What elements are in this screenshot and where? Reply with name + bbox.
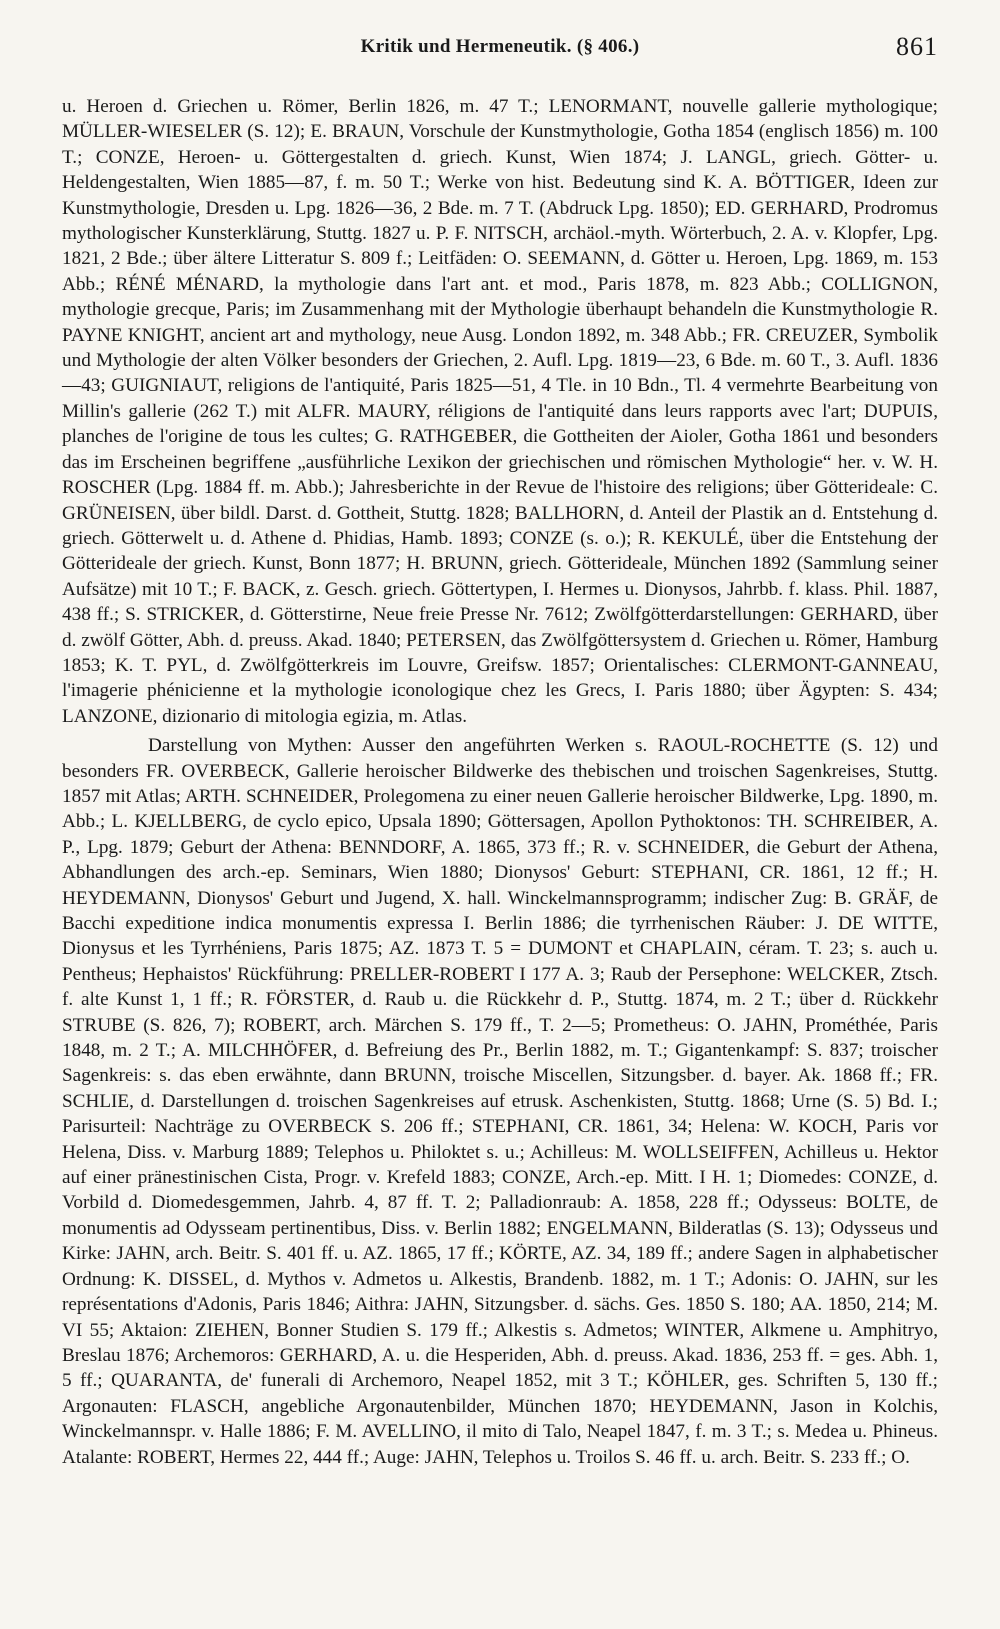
paragraph-darstellung-von-mythen: Darstellung von Mythen: Ausser den angeführten Werken s. RAOUL-ROCHETTE (S. 12) und besonders FR. OVERBECK, Gallerie heroischer Bildwerke des thebischen und troischen Sagenkreises, Stuttg. 1857 mit Atlas; ARTH. SCHNEIDER, Prolegomena zu einer neuen Gallerie heroischer Bildwerke, Lpg. 1890, m. Abb.; L. KJELLBERG, de cyclo epico, Upsala 1890; Göttersagen, Apollon Pythoktonos: TH. SCHREIBER, A. P., Lpg. 1879; Geburt der Athena: BENNDORF, A. 1865, 373 ff.; R. v. SCHNEIDER, die Geburt der Athena, Abhandlungen des arch.-ep. Seminars, Wien 1880; Dionysos' Geburt: STEPHANI, CR. 1861, 12 ff.; H. HEYDEMANN, Dionysos' Geburt und Jugend, X. hall. Winckelmannsprogramm; indischer Zug: B. GRÄF, de Bacchi expeditione indica monumentis expressa I. Berlin 1886; die tyrrhenischen Räuber: J. DE WITTE, Dionysus et les Tyrrhéniens, Paris 1875; AZ. 1873 T. 5 = DUMONT et CHAPLAIN, céram. T. 23; s. auch u. Pentheus; Hephaistos' Rückführung: PRELLER-ROBERT I 177 A. 3; Raub der Persephone: WELCKER, Ztsch. f. alte Kunst 1, 1 ff.; R. FÖRSTER, d. Raub u. die Rückkehr d. P., Stuttg. 1874, m. 2 T.; über d. Rückkehr STRUBE (S. 826, 7); ROBERT, arch. Märchen S. 179 ff., T. 2—5; Prometheus: O. JAHN, Prométhée, Paris 1848, m. 2 T.; A. MILCHHÖFER, d. Befreiung des Pr., Berlin 1882, m. T.; Gigantenkampf: S. 837; troischer Sagenkreis: s. das eben erwähnte, dann BRUNN, troische Miscellen, Sitzungsber. d. bayer. Ak. 1868 ff.; FR. SCHLIE, d. Darstellungen d. troischen Sagenkreises auf etrusk. Aschenkisten, Stuttg. 1868; Urne (S. 5) Bd. I.; Parisurteil: Nachträge zu OVERBECK S. 206 ff.; STEPHANI, CR. 1861, 34; Helena: W. KOCH, Paris vor Helena, Diss. v. Marburg 1889; Telephos u. Philoktet s. u.; Achilleus: M. WOLLSEIFFEN, Achilleus u. Hektor auf einer pränestinischen Cista, Progr. v. Krefeld 1883; CONZE, Arch.-ep. Mitt. I H. 1; Diomedes: CONZE, d. Vorbild d. Diomedesgemmen, Jahrb. 4, 87 ff. T. 2; Palladionraub: A. 1858, 228 ff.; Odysseus: BOLTE, de monumentis ad Odysseam pertinentibus, Diss. v. Berlin 1882; ENGELMANN, Bilderatlas (S. 13); Odysseus und Kirke: JAHN, arch. Beitr. S. 401 ff. u. AZ. 1865, 17 ff.; KÖRTE, AZ. 34, 189 ff.; andere Sagen in alphabetischer Ordnung: K. DISSEL, d. Mythos v. Admetos u. Alkestis, Brandenb. 1882, m. 1 T.; Adonis: O. JAHN, sur les représentations d'Adonis, Paris 1846; Aithra: JAHN, Sitzungsber. d. sächs. Ges. 1850 S. 180; AA. 1850, 214; M. VI 55; Aktaion: ZIEHEN, Bonner Studien S. 179 ff.; Alkestis s. Admetos; WINTER, Alkmene u. Amphitryo, Breslau 1876; Archemoros: GERHARD, A. u. die Hesperiden, Abh. d. preuss. Akad. 1836, 253 ff. = ges. Abh. 1, 5 ff.; QUARANTA, de' funerali di Archemoro, Neapel 1852, mit 3 T.; KÖHLER, ges. Schriften 5, 130 ff.; Argonauten: FLASCH, angebliche Argonautenbilder, München 1870; HEYDEMANN, Jason in Kolchis, Winckelmannspr. v. Halle 1886; F. M. AVELLINO, il mito di Talo, Neapel 1847, f. m. 3 T.; s. Medea u. Phineus. Atalante: ROBERT, Hermes 22, 444 ff.; Auge: JAHN, Telephos u. Troilos S. 46 ff. u. arch. Beitr. S. 233 ff.; O. [62,735,938,1468]
page-number: 861 [896,32,938,61]
running-head: Kritik und Hermeneutik. (§ 406.) [360,36,640,57]
page-body [62,94,938,1470]
page-header [62,30,938,70]
paragraph-bibliography: u. Heroen d. Griechen u. Römer, Berlin 1826, m. 47 T.; LENORMANT, nouvelle gallerie mythologique; MÜLLER-WIESELER (S. 12); E. BRAUN, Vorschule der Kunstmythologie, Gotha 1854 (englisch 1856) m. 100 T.; CONZE, Heroen- u. Göttergestalten d. griech. Kunst, Wien 1874; J. LANGL, griech. Götter- u. Heldengestalten, Wien 1885—87, f. m. 50 T.; Werke von hist. Bedeutung sind K. A. BÖTTIGER, Ideen zur Kunstmythologie, Dresden u. Lpg. 1826—36, 2 Bde. m. 7 T. (Abdruck Lpg. 1850); ED. GERHARD, Prodromus mythologischer Kunsterklärung, Stuttg. 1827 u. P. F. NITSCH, archäol.-myth. Wörterbuch, 2. A. v. Klopfer, Lpg. 1821, 2 Bde.; über ältere Litteratur S. 809 f.; Leitfäden: O. SEEMANN, d. Götter u. Heroen, Lpg. 1869, m. 153 Abb.; RÉNÉ MÉNARD, la mythologie dans l'art ant. et mod., Paris 1878, m. 823 Abb.; COLLIGNON, mythologie grecque, Paris; im Zusammenhang mit der Mythologie überhaupt behandeln die Kunstmythologie R. PAYNE KNIGHT, ancient art and mythology, neue Ausg. London 1892, m. 348 Abb.; FR. CREUZER, Symbolik und Mythologie der alten Völker besonders der Griechen, 2. Aufl. Lpg. 1819—23, 6 Bde. m. 60 T., 3. Aufl. 1836—43; GUIGNIAUT, religions de l'antiquité, Paris 1825—51, 4 Tle. in 10 Bdn., Tl. 4 vermehrte Bearbeitung von Millin's gallerie (262 T.) mit ALFR. MAURY, réligions de l'antiquité dans leurs rapports avec l'art; DUPUIS, planches de l'origine de tous les cultes; G. RATHGEBER, die Gottheiten der Aioler, Gotha 1861 und besonders das im Erscheinen begriffene „ausführliche Lexikon der griechischen und römischen Mythologie“ her. v. W. H. ROSCHER (Lpg. 1884 ff. m. Abb.); Jahresberichte in der Revue de l'histoire des religions; über Götterideale: C. GRÜNEISEN, über bildl. Darst. d. Gottheit, Stuttg. 1828; BALLHORN, d. Anteil der Plastik an d. Entstehung d. griech. Götterwelt u. d. Athene d. Phidias, Hamb. 1893; CONZE (s. o.); R. KEKULÉ, über die Entstehung der Götterideale der griech. Kunst, Bonn 1877; H. BRUNN, griech. Götterideale, München 1892 (Sammlung seiner Aufsätze) mit 10 T.; F. BACK, z. Gesch. griech. Göttertypen, I. Hermes u. Dionysos, Jahrbb. f. klass. Phil. 1887, 438 ff.; S. STRICKER, d. Götterstirne, Neue freie Presse Nr. 7612; Zwölfgötterdarstellungen: GERHARD, über d. zwölf Götter, Abh. d. preuss. Akad. 1840; PETERSEN, das Zwölfgöttersystem d. Griechen u. Römer, Hamburg 1853; K. T. PYL, d. Zwölfgötterkreis im Louvre, Greifsw. 1857; Orientalisches: CLERMONT-GANNEAU, l'imagerie phénicienne et la mythologie iconologique chez les Grecs, I. Paris 1880; über Ägypten: S. 434; LANZONE, dizionario di mitologia egizia, m. Atlas. [62,96,938,727]
